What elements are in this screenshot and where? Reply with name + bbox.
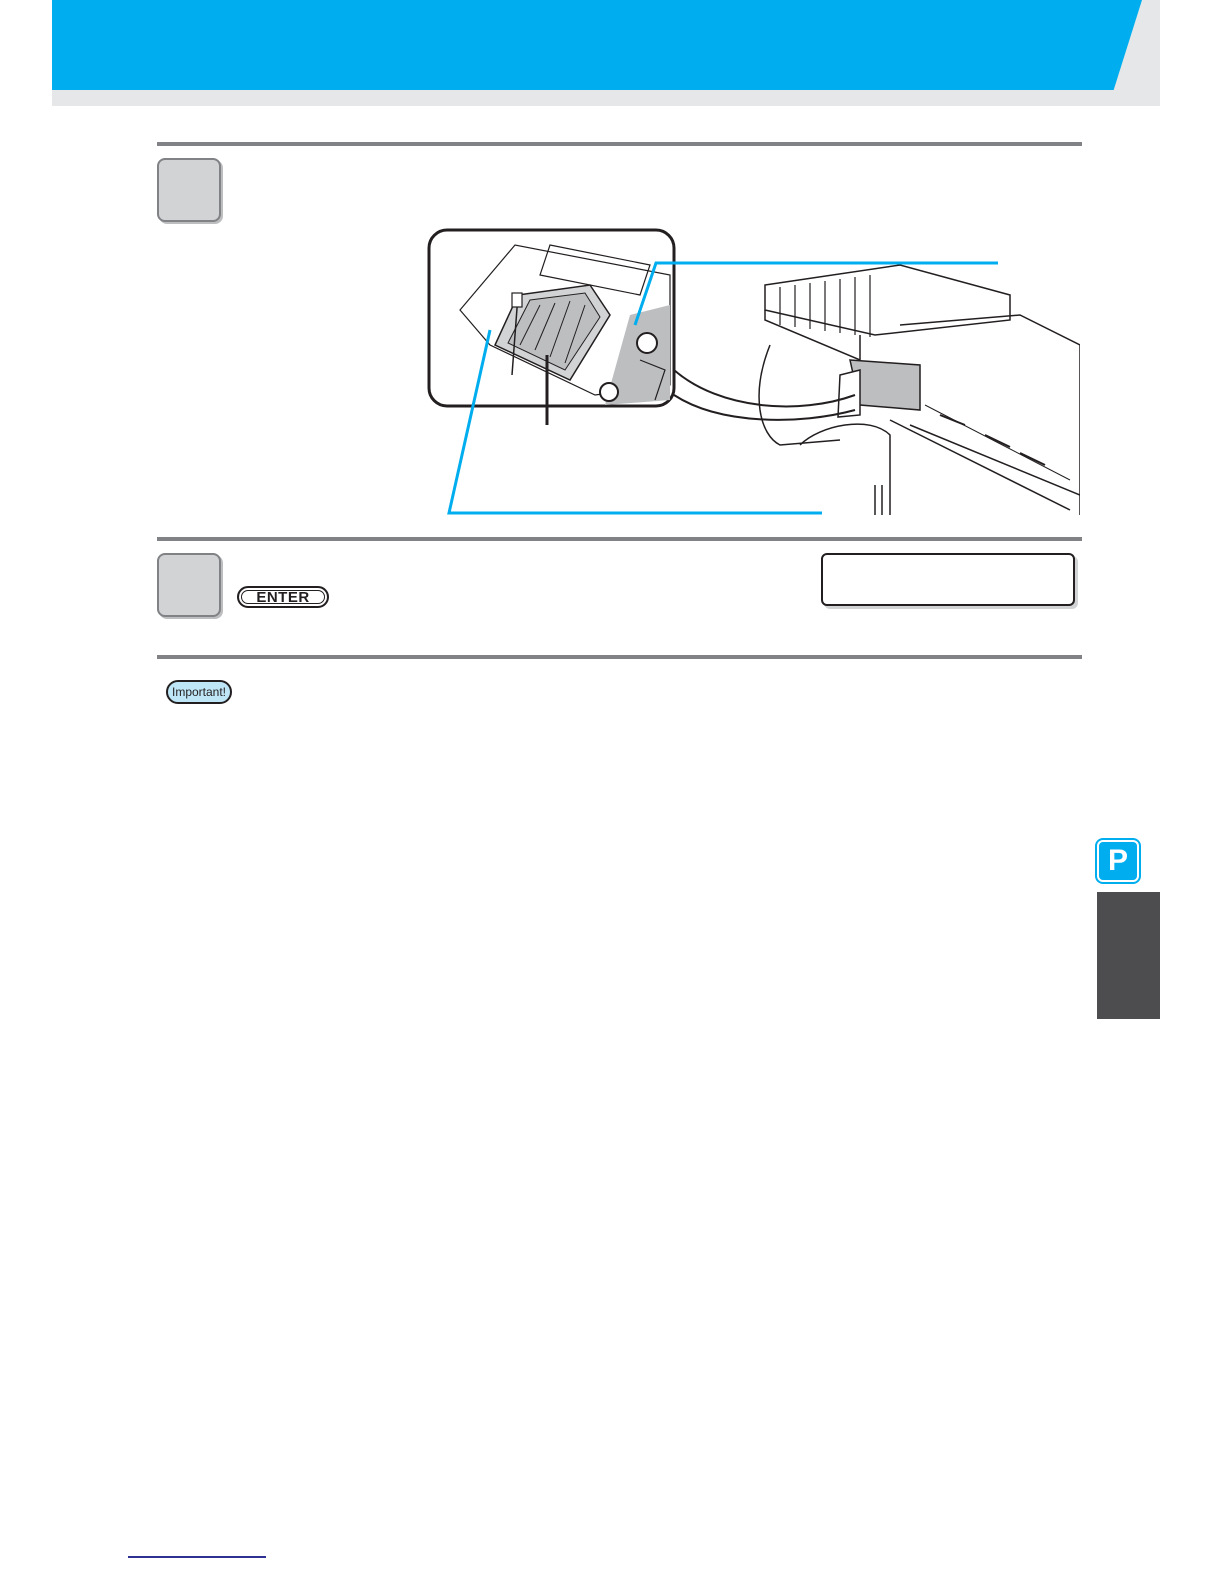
- inset-connector-lower: [674, 395, 855, 420]
- chapter-header-bar: [52, 0, 1142, 90]
- printer-body: [759, 265, 1080, 515]
- operation-panel-display: [821, 553, 1075, 606]
- enter-key-icon: ENTER: [237, 586, 329, 608]
- inset-connector-upper: [674, 370, 855, 406]
- important-badge-icon: Important!: [166, 680, 232, 704]
- wiper-cleaning-illustration: [420, 225, 1080, 520]
- footer-link-underline[interactable]: [128, 1556, 266, 1558]
- section-p-icon: P: [1097, 840, 1139, 882]
- step-number-box-2: [157, 553, 221, 617]
- chapter-index-tab: [1097, 892, 1160, 1019]
- step-divider-1: [157, 142, 1082, 146]
- section-divider: [157, 655, 1082, 659]
- step-number-box-1: [157, 158, 221, 222]
- step-divider-2: [157, 537, 1082, 541]
